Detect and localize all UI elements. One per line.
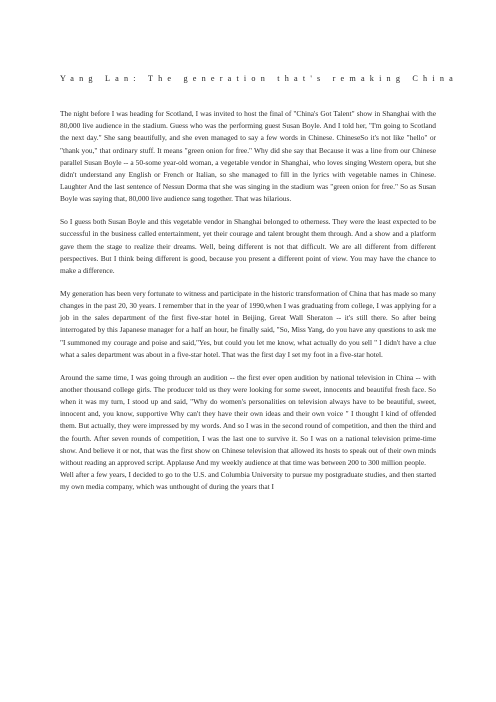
document-title: Yang Lan: The generation that's remaking China — [60, 74, 458, 83]
paragraph: So I guess both Susan Boyle and this vegetable vendor in Shanghai belonged to otherness. They were the least expected to be successful in the business called entertainment, yet their courage and talent brought them through. And a show and a platform gave them the stage to realize their dreams. Well, being different is not that difficult. We are all different from different perspectives. But I think being different is good, because you present a different point of view. You may have the chance to make a difference. — [60, 217, 436, 276]
paragraph: Around the same time, I was going through an audition -- the first ever open audition by national television in China -- with another thousand college girls. The producer told us they were looking for some sweet, innocents and beautiful fresh face. So when it was my turn, I stood up and said, "Why do women's personalities on television always have to be beautiful, sweet, innocent and, you know, supportive Why can't they have their own ideas and their own voice " I thought I kind of offended them. But actually, they were impressed by my words. And so I was in the second round of competition, and then the third and the fourth. After seven rounds of competition, I was the last one to survive it. So I was on a national television prime-time show. And believe it or not, that was the first show on Chinese television that allowed its hosts to speak out of their own minds without reading an approved script. Applause And my weekly audience at that time was between 200 to 300 million people. — [60, 372, 436, 468]
document-body — [60, 108, 436, 494]
paragraph: My generation has been very fortunate to witness and participate in the historic transformation of China that has made so many changes in the past 20, 30 years. I remember that in the year of 1990,when I was graduating from college, I was applying for a job in the sales department of the first five-star hotel in Beijing, Great Wall Sheraton -- it's still there. So after being interrogated by this Japanese manager for a half an hour, he finally said, "So, Miss Yang, do you have any questions to ask me "I summoned my courage and poise and said,"Yes, but could you let me know, what actually do you sell " I didn't have a clue what a sales department was about in a five-star hotel. That was the first day I set my foot in a five-star hotel. — [60, 288, 436, 359]
document-page — [60, 0, 458, 494]
paragraph: The night before I was heading for Scotland, I was invited to host the final of "China's Got Talent" show in Shanghai with the 80,000 live audience in the stadium. Guess who was the performing guest Susan Boyle. And I told her, "I'm going to Scotland the next day." She sang beautifully, and she even managed to say a few words in Chinese. ChineseSo it's not like "hello" or "thank you," that ordinary stuff. It means "green onion for free." Why did she say that Because it was a line from our Chinese parallel Susan Boyle -- a 50-some year-old woman, a vegetable vendor in Shanghai, who loves singing Western opera, but she didn't understand any English or French or Italian, so she managed to fill in the lyrics with vegetable names in Chinese. Laughter And the last sentence of Nessun Dorma that she was singing in the stadium was "green onion for free." So as Susan Boyle was saying that, 80,000 live audience sang together. That was hilarious. — [60, 109, 436, 204]
paragraph: Well after a few years, I decided to go to the U.S. and Columbia University to pursue my postgraduate studies, and then started my own media company, which was unthought of during the years that I — [60, 470, 436, 492]
